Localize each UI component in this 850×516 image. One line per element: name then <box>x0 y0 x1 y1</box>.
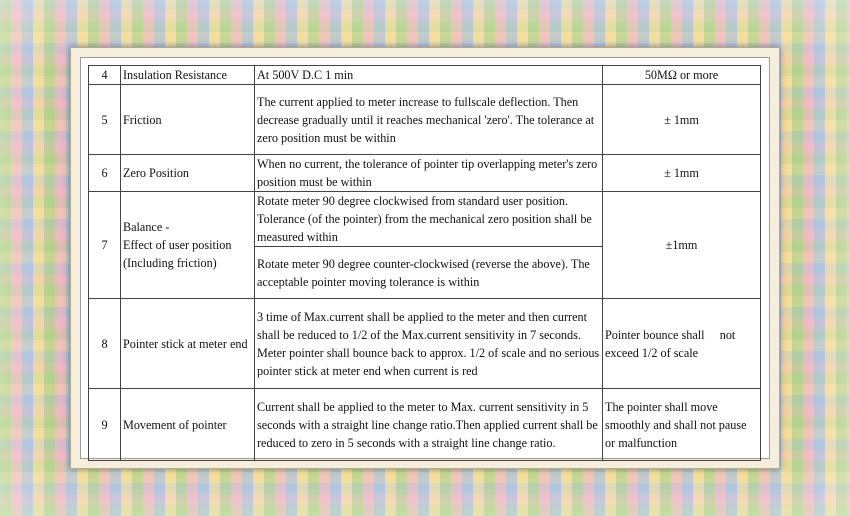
table-row <box>89 85 761 155</box>
test-item: Pointer stick at meter end <box>121 299 255 389</box>
test-method: 3 time of Max.current shall be applied to the meter and then current shall be reduced to 1/2 of the Max.current sensitivity in 7 seconds. Meter pointer shall bounce back to approx. 1/2 of scale and no serious pointer stick at meter end when current is red <box>255 299 603 389</box>
table-row <box>89 389 761 461</box>
test-method: At 500V D.C 1 min <box>255 66 603 85</box>
test-item: Friction <box>121 85 255 155</box>
acceptance-criteria: Pointer bounce shall not exceed 1/2 of scale <box>603 299 761 389</box>
test-item: Zero Position <box>121 155 255 192</box>
test-item: Insulation Resistance <box>121 66 255 85</box>
document-page <box>80 57 770 459</box>
specification-table <box>88 65 761 461</box>
row-number: 8 <box>89 299 121 389</box>
test-method-reverse: Rotate meter 90 degree counter-clockwised (reverse the above). The acceptable pointer moving tolerance is within <box>255 247 603 299</box>
test-method: The current applied to meter increase to fullscale deflection. Then decrease gradually until it reaches mechanical 'zero'. The tolerance at zero position must be within <box>255 85 603 155</box>
acceptance-criteria: 50MΩ or more <box>603 66 761 85</box>
table-row <box>89 299 761 389</box>
acceptance-criteria: ±1mm <box>603 192 761 299</box>
acceptance-criteria: The pointer shall move smoothly and shall not pause or malfunction <box>603 389 761 461</box>
row-number: 9 <box>89 389 121 461</box>
acceptance-criteria: ± 1mm <box>603 85 761 155</box>
table-row <box>89 155 761 192</box>
row-number: 7 <box>89 192 121 299</box>
row-number: 5 <box>89 85 121 155</box>
table-row <box>89 192 761 247</box>
table-row <box>89 66 761 85</box>
test-item: Movement of pointer <box>121 389 255 461</box>
test-method: When no current, the tolerance of pointer tip overlapping meter's zero position must be within <box>255 155 603 192</box>
acceptance-criteria: ± 1mm <box>603 155 761 192</box>
row-number: 6 <box>89 155 121 192</box>
test-method: Current shall be applied to the meter to Max. current sensitivity in 5 seconds with a straight line change ratio.Then applied current shall be reduced to zero in 5 seconds with a straight line change ratio. <box>255 389 603 461</box>
test-method: Rotate meter 90 degree clockwised from standard user position. Tolerance (of the pointer) from the mechanical zero position shall be measured within <box>255 192 603 247</box>
row-number: 4 <box>89 66 121 85</box>
test-item: Balance - Effect of user position (Including friction) <box>121 192 255 299</box>
